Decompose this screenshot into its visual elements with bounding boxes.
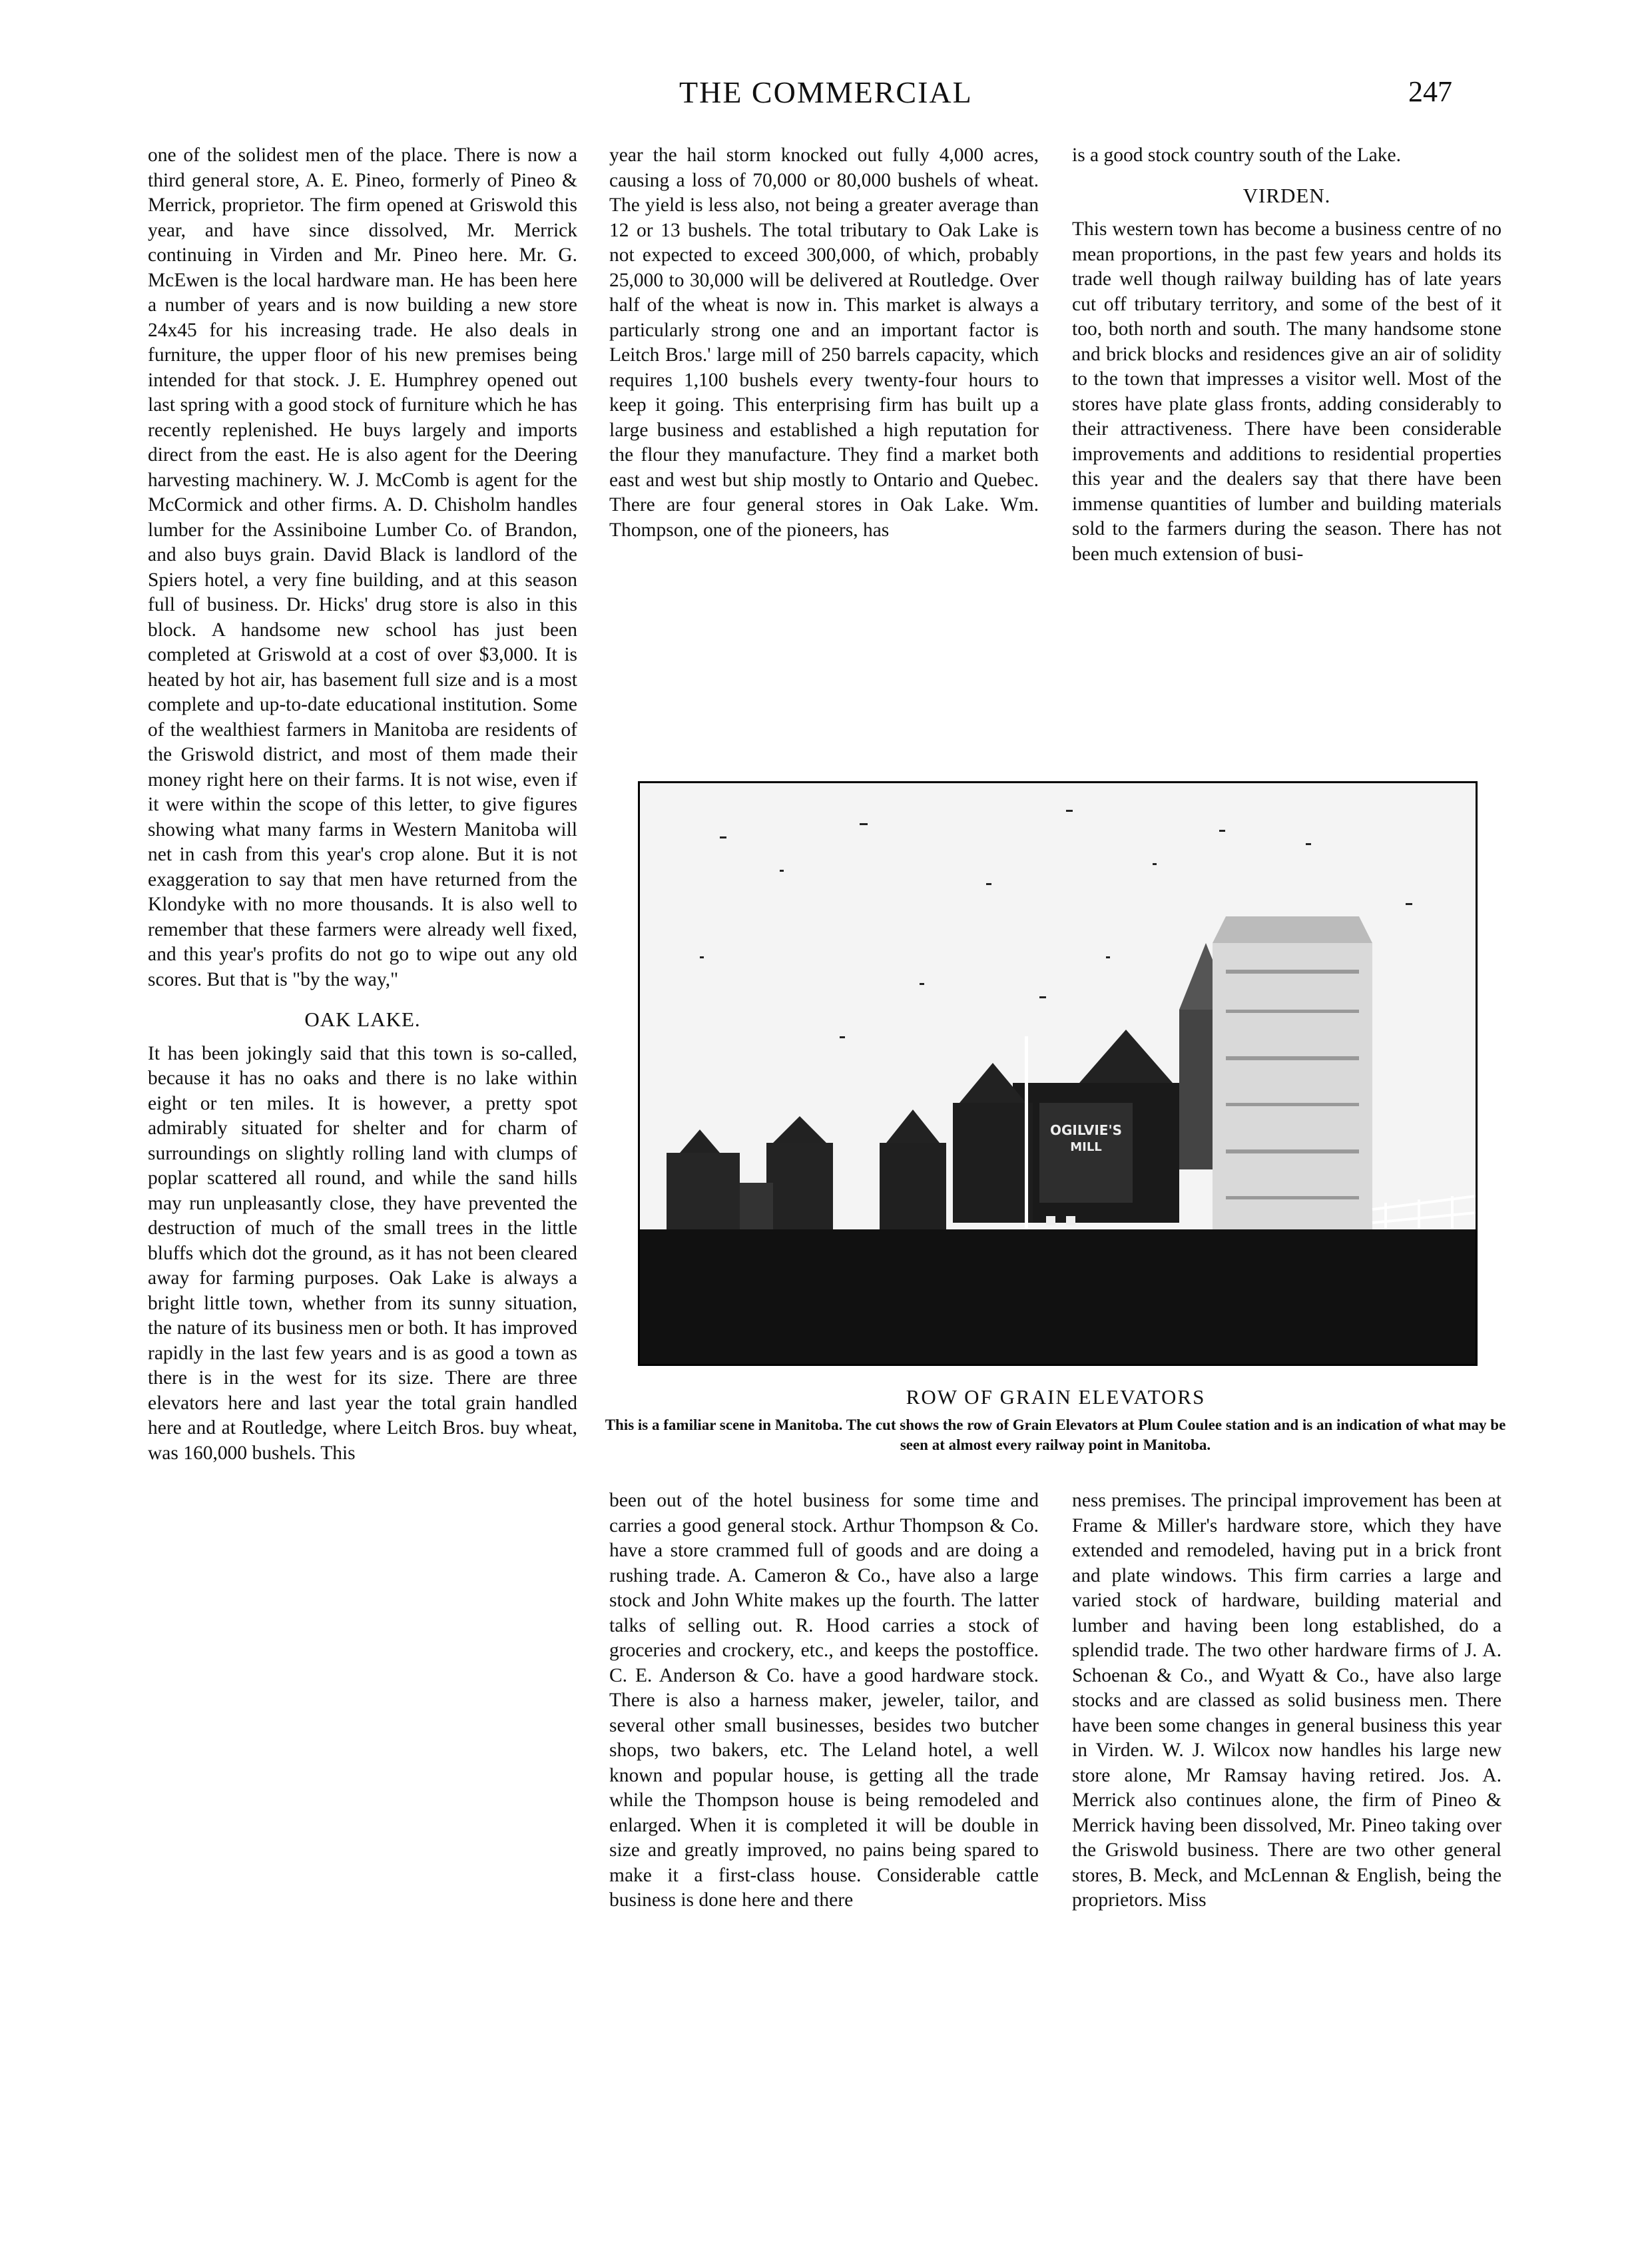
paragraph-virden: This western town has become a business centre of no mean proportions, in the past few years and holds its trade well though railway building has of late years cut off tributary territory, and some of the best of it too, both north and south. The many handsome stone and brick blocks and residences give an air of solidity to the town that impresses a visitor well. Most of the stores have plate glass fronts, adding considerably to their attractiveness. There have been considerable improvements and additions to residential properties this year and the dealers say that there have been immense quantities of lumber and building materials sold to the farmers during the season. There has not been much extension of busi- xyxy=(1072,218,1502,565)
column-3-bottom xyxy=(1072,1488,1502,1913)
paragraph-griswold: one of the solidest men of the place. There is now a third general store, A. E. Pineo, formerly of Pineo & Merrick, proprietor. The firm opened at Griswold this year, and have since dissolved, Mr. Merrick continuing in Virden and Mr. Pineo here. Mr. G. McEwen is the local hardware man. He has been here a number of years and is now building a new store 24x45 for his increasing trade. He also deals in furniture, the upper floor of his new premises being intended for that stock. J. E. Humphrey opened out last spring with a good stock of furniture which he has recently replenished. He buys largely and imports direct from the east. He is also agent for the Deering harvesting machinery. W. J. McComb is agent for the McCormick and other firms. A. D. Chisholm handles lumber for the Assiniboine Lumber Co. of Brandon, and also buys grain. David Black is landlord of the Spiers hotel, a very fine building, and at this season full of business. Dr. Hicks' drug store is also in this block. A handsome new school has just been completed at Griswold at a cost of over $3,000. It is heated by hot air, has basement full size and is a most complete and up-to-date educational institution. Some of the wealthiest farmers in Manitoba are residents of the Griswold district, and most of them made their money right here on their farms. It is not wise, even if it were within the scope of this letter, to give figures showing what many farms in Western Manitoba will net in cash from this year's crop alone. But it is not exaggeration to say that men have returned from the Klondyke with no more thousands. It is also well to remember that these farmers were already well fixed, and this year's profits do not go to wipe out any old scores. But that is "by the way," xyxy=(148,145,577,990)
elevator-illustration xyxy=(640,783,1476,1364)
elevator-3 xyxy=(953,1103,1033,1223)
ground xyxy=(640,1229,1476,1364)
column-2-top xyxy=(609,143,1039,543)
paragraph-oak-lake-stores: been out of the hotel business for some time and carries a good general stock. Arthur Thompson & Co. have a store crammed full of goods and are doing a rushing trade. A. Cameron & Co., have also a large stock and John White makes up the fourth. The latter talks of selling out. R. Hood carries a stock of groceries and crockery, etc., and keeps the postoffice. C. E. Anderson & Co. have a good hardware stock. There is also a harness maker, jeweler, tailor, and several other small businesses, besides two butcher shops, two bakers, etc. The Leland hotel, a well known and popular house, is getting all the trade while the Thompson house is being remodeled and enlarged. When it is completed it will be double in size and greatly improved, no pains being spared to make it a first-class house. Considerable cattle business is done here and there xyxy=(609,1490,1039,1911)
elevator-4 xyxy=(880,1143,946,1229)
tall-elevator xyxy=(1213,943,1372,1236)
grain-elevators-photo xyxy=(638,781,1478,1366)
paragraph-oak-lake-cont: year the hail storm knocked out fully 4,000 acres, causing a loss of 70,000 or 80,000 bushels of wheat. The yield is less also, not being a greater average than 12 or 13 bushels. The total tributary to Oak Lake is not expected to exceed 300,000, of which, probably 25,000 to 30,000 will be delivered at Routledge. Over half of the wheat is now in. This market is always a particularly strong one and an important factor is Leitch Bros.' large mill of 250 barrels capacity, which requires 1,100 bushels every twenty-four hours to keep it going. This enterprising firm has built up a large business and established a high reputation for the flour they manufacture. They find a market both east and west but ship mostly to Ontario and Quebec. There are four general stores in Oak Lake. Wm. Thompson, one of the pioneers, has xyxy=(609,145,1039,541)
column-2-bottom xyxy=(609,1488,1039,1913)
figure-caption-text: This is a familiar scene in Manitoba. The cut shows the row of Grain Elevators at Plum Coulee station and is an indication of what may be seen at almost every railway point in Manitoba. xyxy=(605,1417,1506,1453)
paragraph-virden-stores: ness premises. The principal improvement has been at Frame & Miller's hardware store, which they have extended and remodeled, having put in a brick front and plate windows. This firm carries a large and varied stock of hardware, building material and lumber and having been long established, do a splendid trade. The two other hardware firms of J. A. Schoenan & Co., and Wyatt & Co., have also large stocks and are classed as solid business men. There have been some changes in general business this year in Virden. W. J. Wilcox now handles his large new store alone, Mr Ramsay having retired. Jos. A. Merrick also continues alone, the firm of Pineo & Merrick having been dissolved, Mr. Pineo taking over the Griswold business. There are two other general stores, B. Meck, and McLennan & English, being the proprietors. Miss xyxy=(1072,1490,1502,1911)
elevator-sign-line-1: OGILVIE'S xyxy=(1050,1122,1122,1138)
elevator-sign-line-2: MILL xyxy=(1070,1140,1102,1154)
elevator-6 xyxy=(667,1153,740,1233)
section-heading-oak-lake: OAK LAKE. xyxy=(304,1008,421,1031)
elevator-5 xyxy=(766,1143,833,1229)
paragraph-lake-end: is a good stock country south of the Lake. xyxy=(1072,145,1402,166)
publication-title: THE COMMERCIAL xyxy=(679,75,973,109)
page-number: 247 xyxy=(1408,75,1452,108)
telegraph-pole xyxy=(1025,1036,1028,1236)
column-3-top xyxy=(1072,143,1502,567)
column-1 xyxy=(148,143,577,1466)
paragraph-oak-lake: It has been jokingly said that this town is so-called, because it has no oaks and there is no lake within eight or ten miles. It is however, a pretty spot admirably situated for shelter and for charm of surroundings on slightly rolling land with clumps of poplar scattered all round, and while the sand hills may run unpleasantly close, they have prevented the destruction of much of the small trees in the little bluffs which dot the ground, as it has not been cleared away for farming purposes. Oak Lake is always a bright little town, whether from its sunny situation, the nature of its business men or both. It has improved rapidly in the last few years and is as good a town as there is in the west for its size. There are three elevators here and last year the total grain handled here and at Routledge, where Leitch Bros. buy wheat, was 160,000 bushels. This xyxy=(148,1042,577,1464)
section-heading-virden: VIRDEN. xyxy=(1242,183,1331,207)
page-header xyxy=(0,75,1652,121)
figure-caption-title: ROW OF GRAIN ELEVATORS xyxy=(906,1385,1206,1409)
